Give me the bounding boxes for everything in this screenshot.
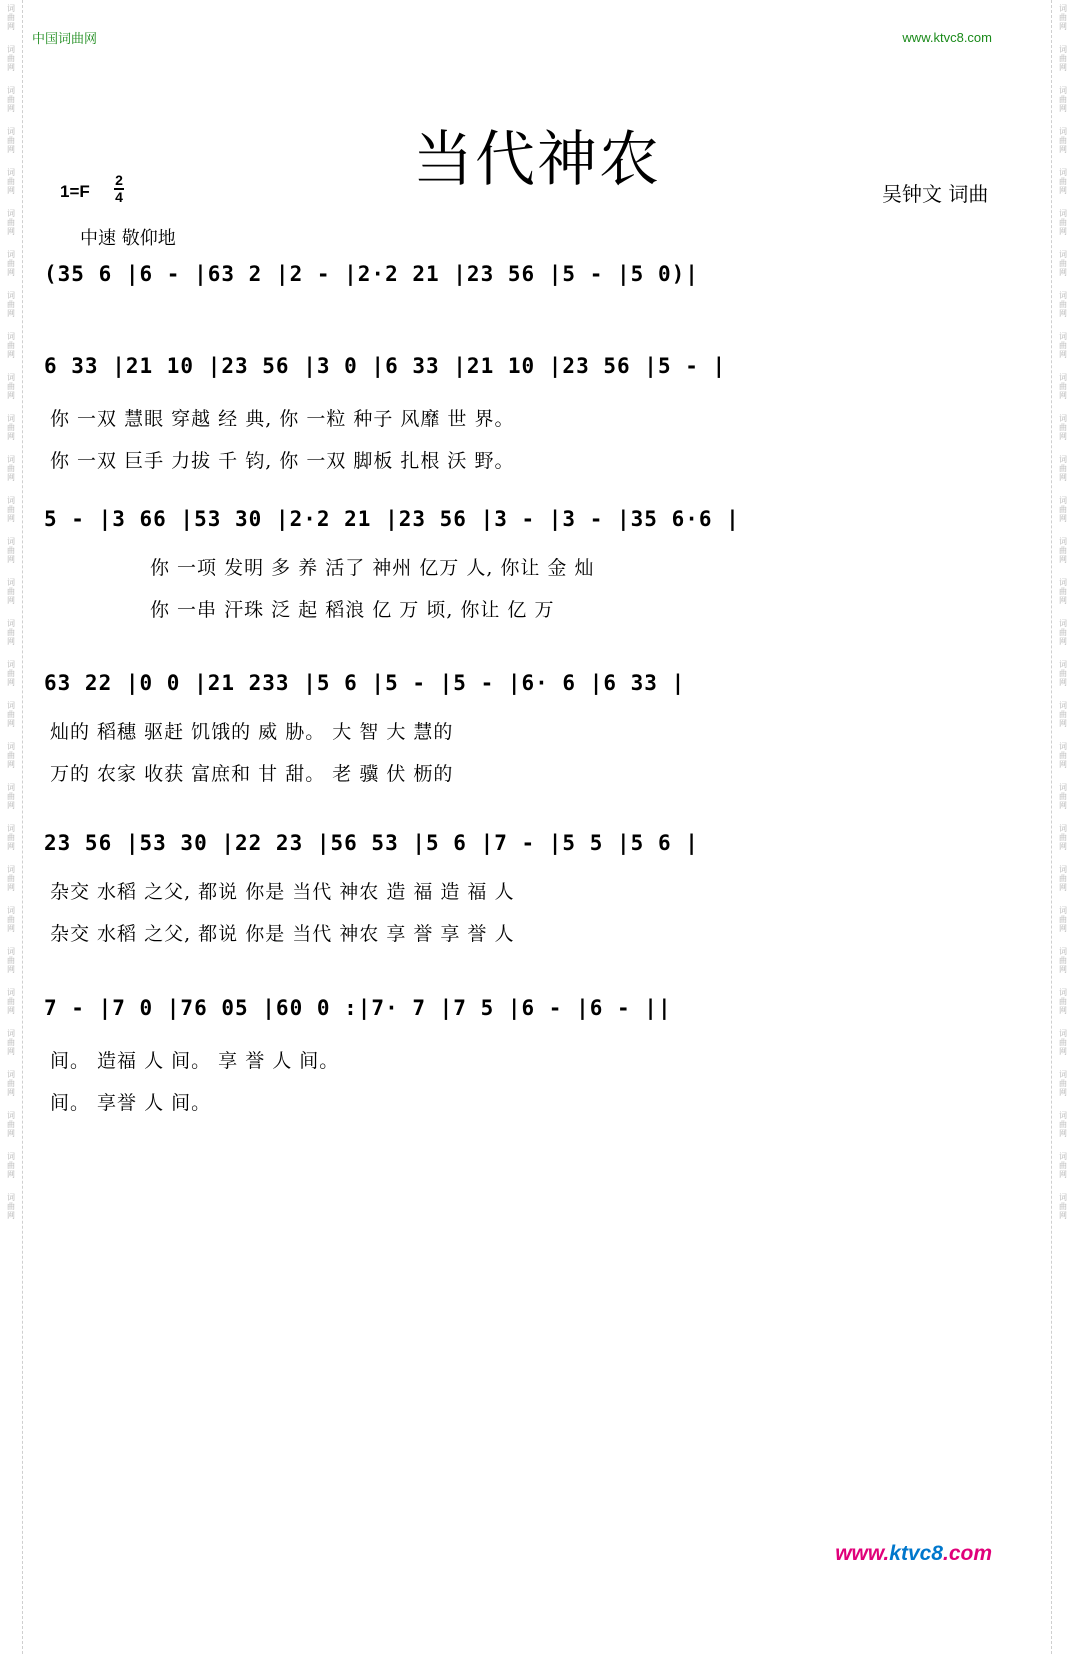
- notation-line: 63 22 |0 0 |21 233 |5 6 |5 - |5 - |6· 6 |6 33 |: [44, 671, 686, 695]
- lyric-verse-1: 间。 造福 人 间。 享 誉 人 间。: [50, 1050, 340, 1072]
- right-watermark-strip: [1051, 0, 1074, 1654]
- watermark-mark: 词 曲 网: [7, 660, 15, 687]
- watermark-mark: 词 曲 网: [7, 701, 15, 728]
- lyric-verse-1: 杂交 水稻 之父, 都说 你是 当代 神农 造 福 造 福 人: [50, 881, 515, 903]
- watermark-mark: 词 曲 网: [1059, 373, 1067, 400]
- watermark-mark: 词 曲 网: [1059, 1152, 1067, 1179]
- watermark-mark: 词 曲 网: [7, 537, 15, 564]
- notation-line: 5 - |3 66 |53 30 |2·2 21 |23 56 |3 - |3 - |35 6·6 |: [44, 507, 740, 531]
- watermark-mark: 词 曲 网: [7, 1111, 15, 1138]
- author-credit: 吴钟文 词曲: [882, 182, 989, 206]
- watermark-mark: 词 曲 网: [1059, 86, 1067, 113]
- watermark-mark: 词 曲 网: [7, 414, 15, 441]
- watermark-mark: 词 曲 网: [7, 496, 15, 523]
- watermark-mark: 词 曲 网: [7, 45, 15, 72]
- watermark-mark: 词 曲 网: [1059, 1070, 1067, 1097]
- watermark-mark: 词 曲 网: [1059, 455, 1067, 482]
- watermark-mark: 词 曲 网: [1059, 496, 1067, 523]
- left-watermark-strip: [0, 0, 23, 1654]
- watermark-mark: 词 曲 网: [1059, 250, 1067, 277]
- watermark-mark: 词 曲 网: [7, 619, 15, 646]
- watermark-mark: 词 曲 网: [1059, 783, 1067, 810]
- notation-line: 6 33 |21 10 |23 56 |3 0 |6 33 |21 10 |23 56 |5 - |: [44, 354, 727, 378]
- watermark-mark: 词 曲 网: [1059, 168, 1067, 195]
- site-name-label: 中国词曲网: [32, 32, 98, 47]
- watermark-mark: 词 曲 网: [1059, 824, 1067, 851]
- watermark-mark: 词 曲 网: [7, 4, 15, 31]
- time-signature-bottom: 4: [115, 189, 123, 205]
- watermark-mark: 词 曲 网: [7, 209, 15, 236]
- time-signature: [112, 173, 126, 205]
- watermark-mark: 词 曲 网: [1059, 947, 1067, 974]
- time-signature-top: 2: [115, 172, 123, 188]
- watermark-mark: 词 曲 网: [1059, 414, 1067, 441]
- watermark-mark: 词 曲 网: [7, 332, 15, 359]
- watermark-mark: 词 曲 网: [7, 742, 15, 769]
- watermark-mark: 词 曲 网: [7, 783, 15, 810]
- watermark-mark: 词 曲 网: [7, 1152, 15, 1179]
- watermark-mark: 词 曲 网: [1059, 988, 1067, 1015]
- notation-line: 7 - |7 0 |76 05 |60 0 :|7· 7 |7 5 |6 - |6 - ||: [44, 996, 672, 1020]
- watermark-mark: 词 曲 网: [1059, 209, 1067, 236]
- key-signature: 1=F: [60, 182, 90, 201]
- lyric-verse-2: 间。 享誉 人 间。: [50, 1092, 212, 1114]
- watermark-mark: 词 曲 网: [1059, 742, 1067, 769]
- watermark-mark: 词 曲 网: [1059, 45, 1067, 72]
- logo-brand: ktvc8: [889, 1542, 943, 1565]
- logo-prefix: www.: [835, 1542, 890, 1565]
- watermark-mark: 词 曲 网: [7, 1029, 15, 1056]
- notation-line: (35 6 |6 - |63 2 |2 - |2·2 21 |23 56 |5 - |5 0)|: [44, 262, 699, 286]
- watermark-mark: 词 曲 网: [7, 1070, 15, 1097]
- watermark-mark: 词 曲 网: [7, 947, 15, 974]
- watermark-mark: 词 曲 网: [7, 578, 15, 605]
- watermark-mark: 词 曲 网: [7, 168, 15, 195]
- watermark-mark: 词 曲 网: [7, 291, 15, 318]
- watermark-mark: 词 曲 网: [1059, 865, 1067, 892]
- watermark-mark: 词 曲 网: [1059, 619, 1067, 646]
- watermark-mark: 词 曲 网: [1059, 660, 1067, 687]
- watermark-mark: 词 曲 网: [1059, 578, 1067, 605]
- watermark-mark: 词 曲 网: [7, 455, 15, 482]
- watermark-mark: 词 曲 网: [1059, 332, 1067, 359]
- lyric-verse-2: 万的 农家 收获 富庶和 甘 甜。 老 骥 伏 枥的: [50, 763, 454, 785]
- lyric-verse-1: 你 一双 慧眼 穿越 经 典, 你 一粒 种子 风靡 世 界。: [50, 408, 515, 430]
- watermark-mark: 词 曲 网: [1059, 1193, 1067, 1220]
- logo-suffix: .com: [942, 1542, 992, 1565]
- watermark-mark: 词 曲 网: [7, 250, 15, 277]
- song-title: 当代神农: [413, 125, 661, 195]
- lyric-verse-2: 杂交 水稻 之父, 都说 你是 当代 神农 享 誉 享 誉 人: [50, 923, 515, 945]
- watermark-mark: 词 曲 网: [7, 988, 15, 1015]
- tempo-marking: 中速 敬仰地: [80, 228, 176, 249]
- lyric-verse-1: 灿的 稻穗 驱赶 饥饿的 威 胁。 大 智 大 慧的: [50, 721, 454, 743]
- watermark-mark: 词 曲 网: [7, 373, 15, 400]
- watermark-mark: 词 曲 网: [1059, 537, 1067, 564]
- lyric-verse-1: 你 一项 发明 多 养 活了 神州 亿万 人, 你让 金 灿: [150, 557, 595, 579]
- site-url-label: www.ktvc8.com: [902, 30, 992, 45]
- watermark-mark: 词 曲 网: [7, 127, 15, 154]
- watermark-mark: 词 曲 网: [1059, 127, 1067, 154]
- watermark-mark: 词 曲 网: [7, 824, 15, 851]
- watermark-mark: 词 曲 网: [1059, 906, 1067, 933]
- watermark-mark: 词 曲 网: [7, 865, 15, 892]
- lyric-verse-2: 你 一串 汗珠 泛 起 稻浪 亿 万 顷, 你让 亿 万: [150, 599, 555, 621]
- watermark-mark: 词 曲 网: [7, 86, 15, 113]
- watermark-mark: 词 曲 网: [7, 1193, 15, 1220]
- watermark-mark: 词 曲 网: [1059, 4, 1067, 31]
- watermark-mark: 词 曲 网: [1059, 1029, 1067, 1056]
- site-logo: [835, 1542, 992, 1566]
- watermark-mark: 词 曲 网: [7, 906, 15, 933]
- lyric-verse-2: 你 一双 巨手 力拔 千 钧, 你 一双 脚板 扎根 沃 野。: [50, 450, 515, 472]
- watermark-mark: 词 曲 网: [1059, 701, 1067, 728]
- notation-line: 23 56 |53 30 |22 23 |56 53 |5 6 |7 - |5 5 |5 6 |: [44, 831, 699, 855]
- watermark-mark: 词 曲 网: [1059, 1111, 1067, 1138]
- watermark-mark: 词 曲 网: [1059, 291, 1067, 318]
